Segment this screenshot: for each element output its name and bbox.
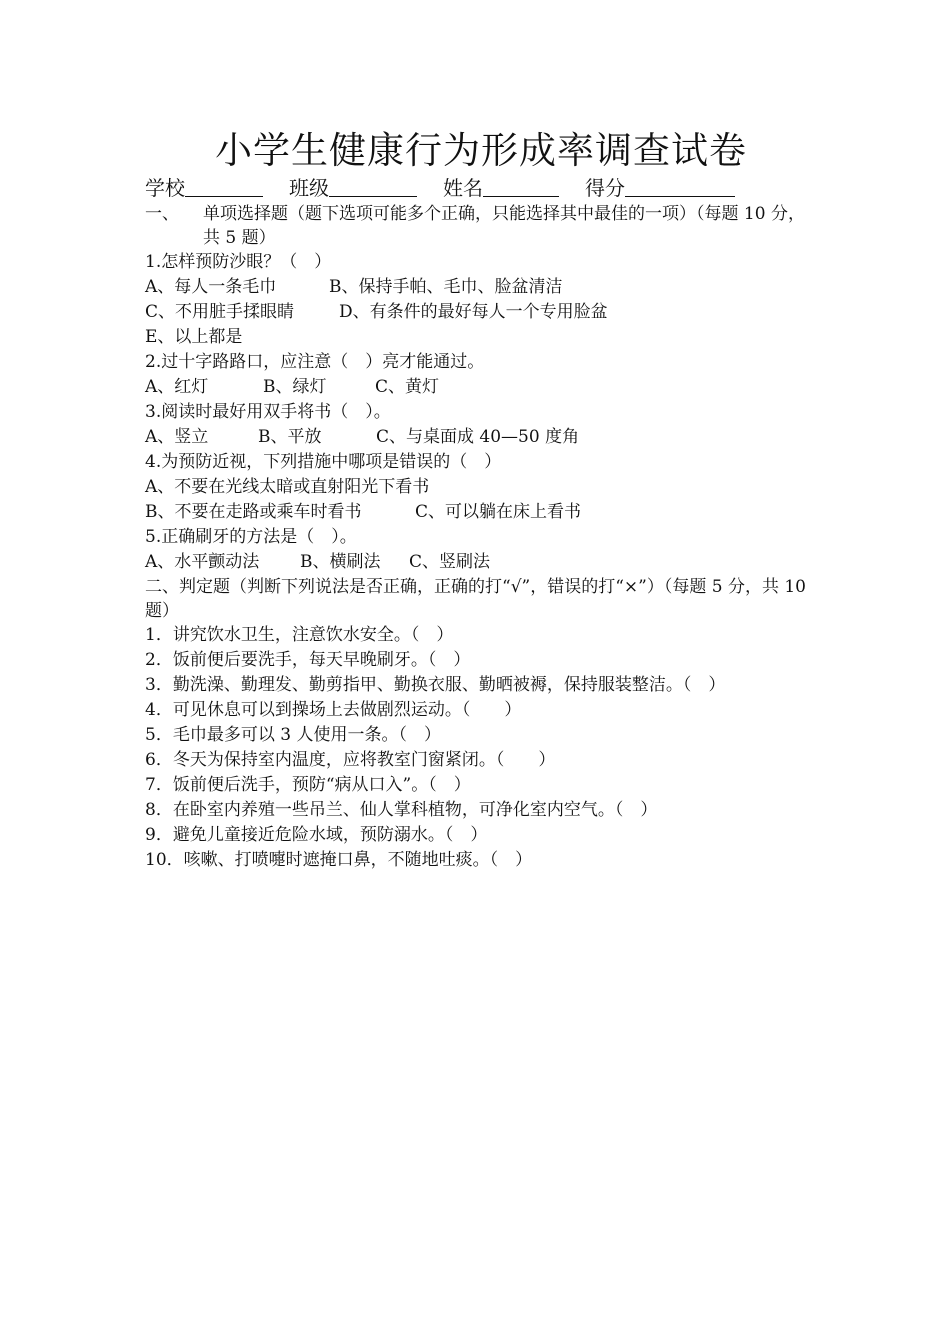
judge-item-5: 5．毛巾最多可以 3 人使用一条。（ ） (145, 725, 441, 745)
option-1d[interactable]: D、有条件的最好每人一个专用脸盆 (339, 302, 608, 322)
judge-item-10: 10．咳嗽、打喷嚏时遮掩口鼻，不随地吐痰。（ ） (145, 850, 533, 870)
class-field (289, 174, 417, 202)
class-label: 班级 (289, 176, 329, 200)
option-5b[interactable]: B、横刷法 (300, 552, 381, 572)
question-1-options-row-3 (145, 325, 817, 350)
question-1: 1.怎样预防沙眼？（ ） (145, 252, 332, 272)
class-blank[interactable] (329, 176, 417, 197)
question-3-options (145, 425, 817, 450)
option-3c[interactable]: C、与桌面成 40—50 度角 (376, 427, 580, 447)
option-5c[interactable]: C、竖刷法 (409, 552, 491, 572)
question-5-options (145, 550, 817, 575)
judge-item-7: 7．饭前便后洗手，预防“病从口入”。（ ） (145, 775, 471, 795)
score-field (585, 174, 735, 202)
school-blank[interactable] (185, 176, 263, 197)
judge-item-9: 9．避免儿童接近危险水域，预防溺水。（ ） (145, 825, 488, 845)
question-5: 5.正确刷牙的方法是（ ）。 (145, 527, 357, 547)
option-4a[interactable]: A、不要在光线太暗或直射阳光下看书 (145, 477, 430, 497)
page-title: 小学生健康行为形成率调查试卷 (215, 129, 747, 172)
option-5a[interactable]: A、水平颤动法 (145, 552, 260, 572)
judge-item-8: 8．在卧室内养殖一些吊兰、仙人掌科植物，可净化室内空气。（ ） (145, 800, 658, 820)
option-1e[interactable]: E、以上都是 (145, 327, 243, 347)
section-1-number: 一、 (145, 204, 179, 224)
judge-item-6: 6．冬天为保持室内温度，应将教室门窗紧闭。（ ） (145, 750, 556, 770)
question-4: 4.为预防近视，下列措施中哪项是错误的（ ） (145, 452, 502, 472)
judge-item-3: 3．勤洗澡、勤理发、勤剪指甲、勤换衣服、勤晒被褥，保持服装整洁。（ ） (145, 675, 726, 695)
option-2b[interactable]: B、绿灯 (263, 377, 327, 397)
score-label: 得分 (585, 176, 625, 200)
section-1-heading (145, 202, 817, 250)
name-blank[interactable] (483, 176, 559, 197)
question-3: 3.阅读时最好用双手将书（ ）。 (145, 402, 391, 422)
option-2a[interactable]: A、红灯 (145, 377, 209, 397)
option-4c[interactable]: C、可以躺在床上看书 (415, 502, 582, 522)
option-1a[interactable]: A、每人一条毛巾 (145, 277, 277, 297)
school-field (145, 174, 263, 202)
option-1c[interactable]: C、不用脏手揉眼睛 (145, 302, 295, 322)
option-3b[interactable]: B、平放 (258, 427, 322, 447)
question-1-options-row-2 (145, 300, 817, 325)
name-label: 姓名 (443, 176, 483, 200)
question-2-options (145, 375, 817, 400)
school-label: 学校 (145, 176, 185, 200)
option-3a[interactable]: A、竖立 (145, 427, 209, 447)
name-field (443, 174, 559, 202)
student-info-line (145, 174, 817, 202)
option-2c[interactable]: C、黄灯 (375, 377, 440, 397)
section-1-title: 单项选择题（题下选项可能多个正确，只能选择其中最佳的一项）（每题 10 分，共 5 题） (203, 204, 805, 248)
judge-item-4: 4．可见休息可以到操场上去做剧烈运动。（ ） (145, 700, 522, 720)
option-4b[interactable]: B、不要在走路或乘车时看书 (145, 502, 362, 522)
question-4-options-row-2 (145, 500, 817, 525)
exam-sheet (145, 128, 817, 873)
section-2-heading: 二、判定题（判断下列说法是否正确，正确的打“√”，错误的打“×”）（每题 5 分，共 10 题） (145, 577, 806, 621)
score-blank[interactable] (625, 176, 735, 197)
judge-item-2: 2．饭前便后要洗手，每天早晚刷牙。（ ） (145, 650, 471, 670)
question-2: 2.过十字路路口，应注意（ ）亮才能通过。 (145, 352, 485, 372)
question-1-options-row-1 (145, 275, 817, 300)
judge-item-1: 1．讲究饮水卫生，注意饮水安全。（ ） (145, 625, 454, 645)
option-1b[interactable]: B、保持手帕、毛巾、脸盆清洁 (329, 277, 563, 297)
question-4-options-row-1 (145, 475, 817, 500)
